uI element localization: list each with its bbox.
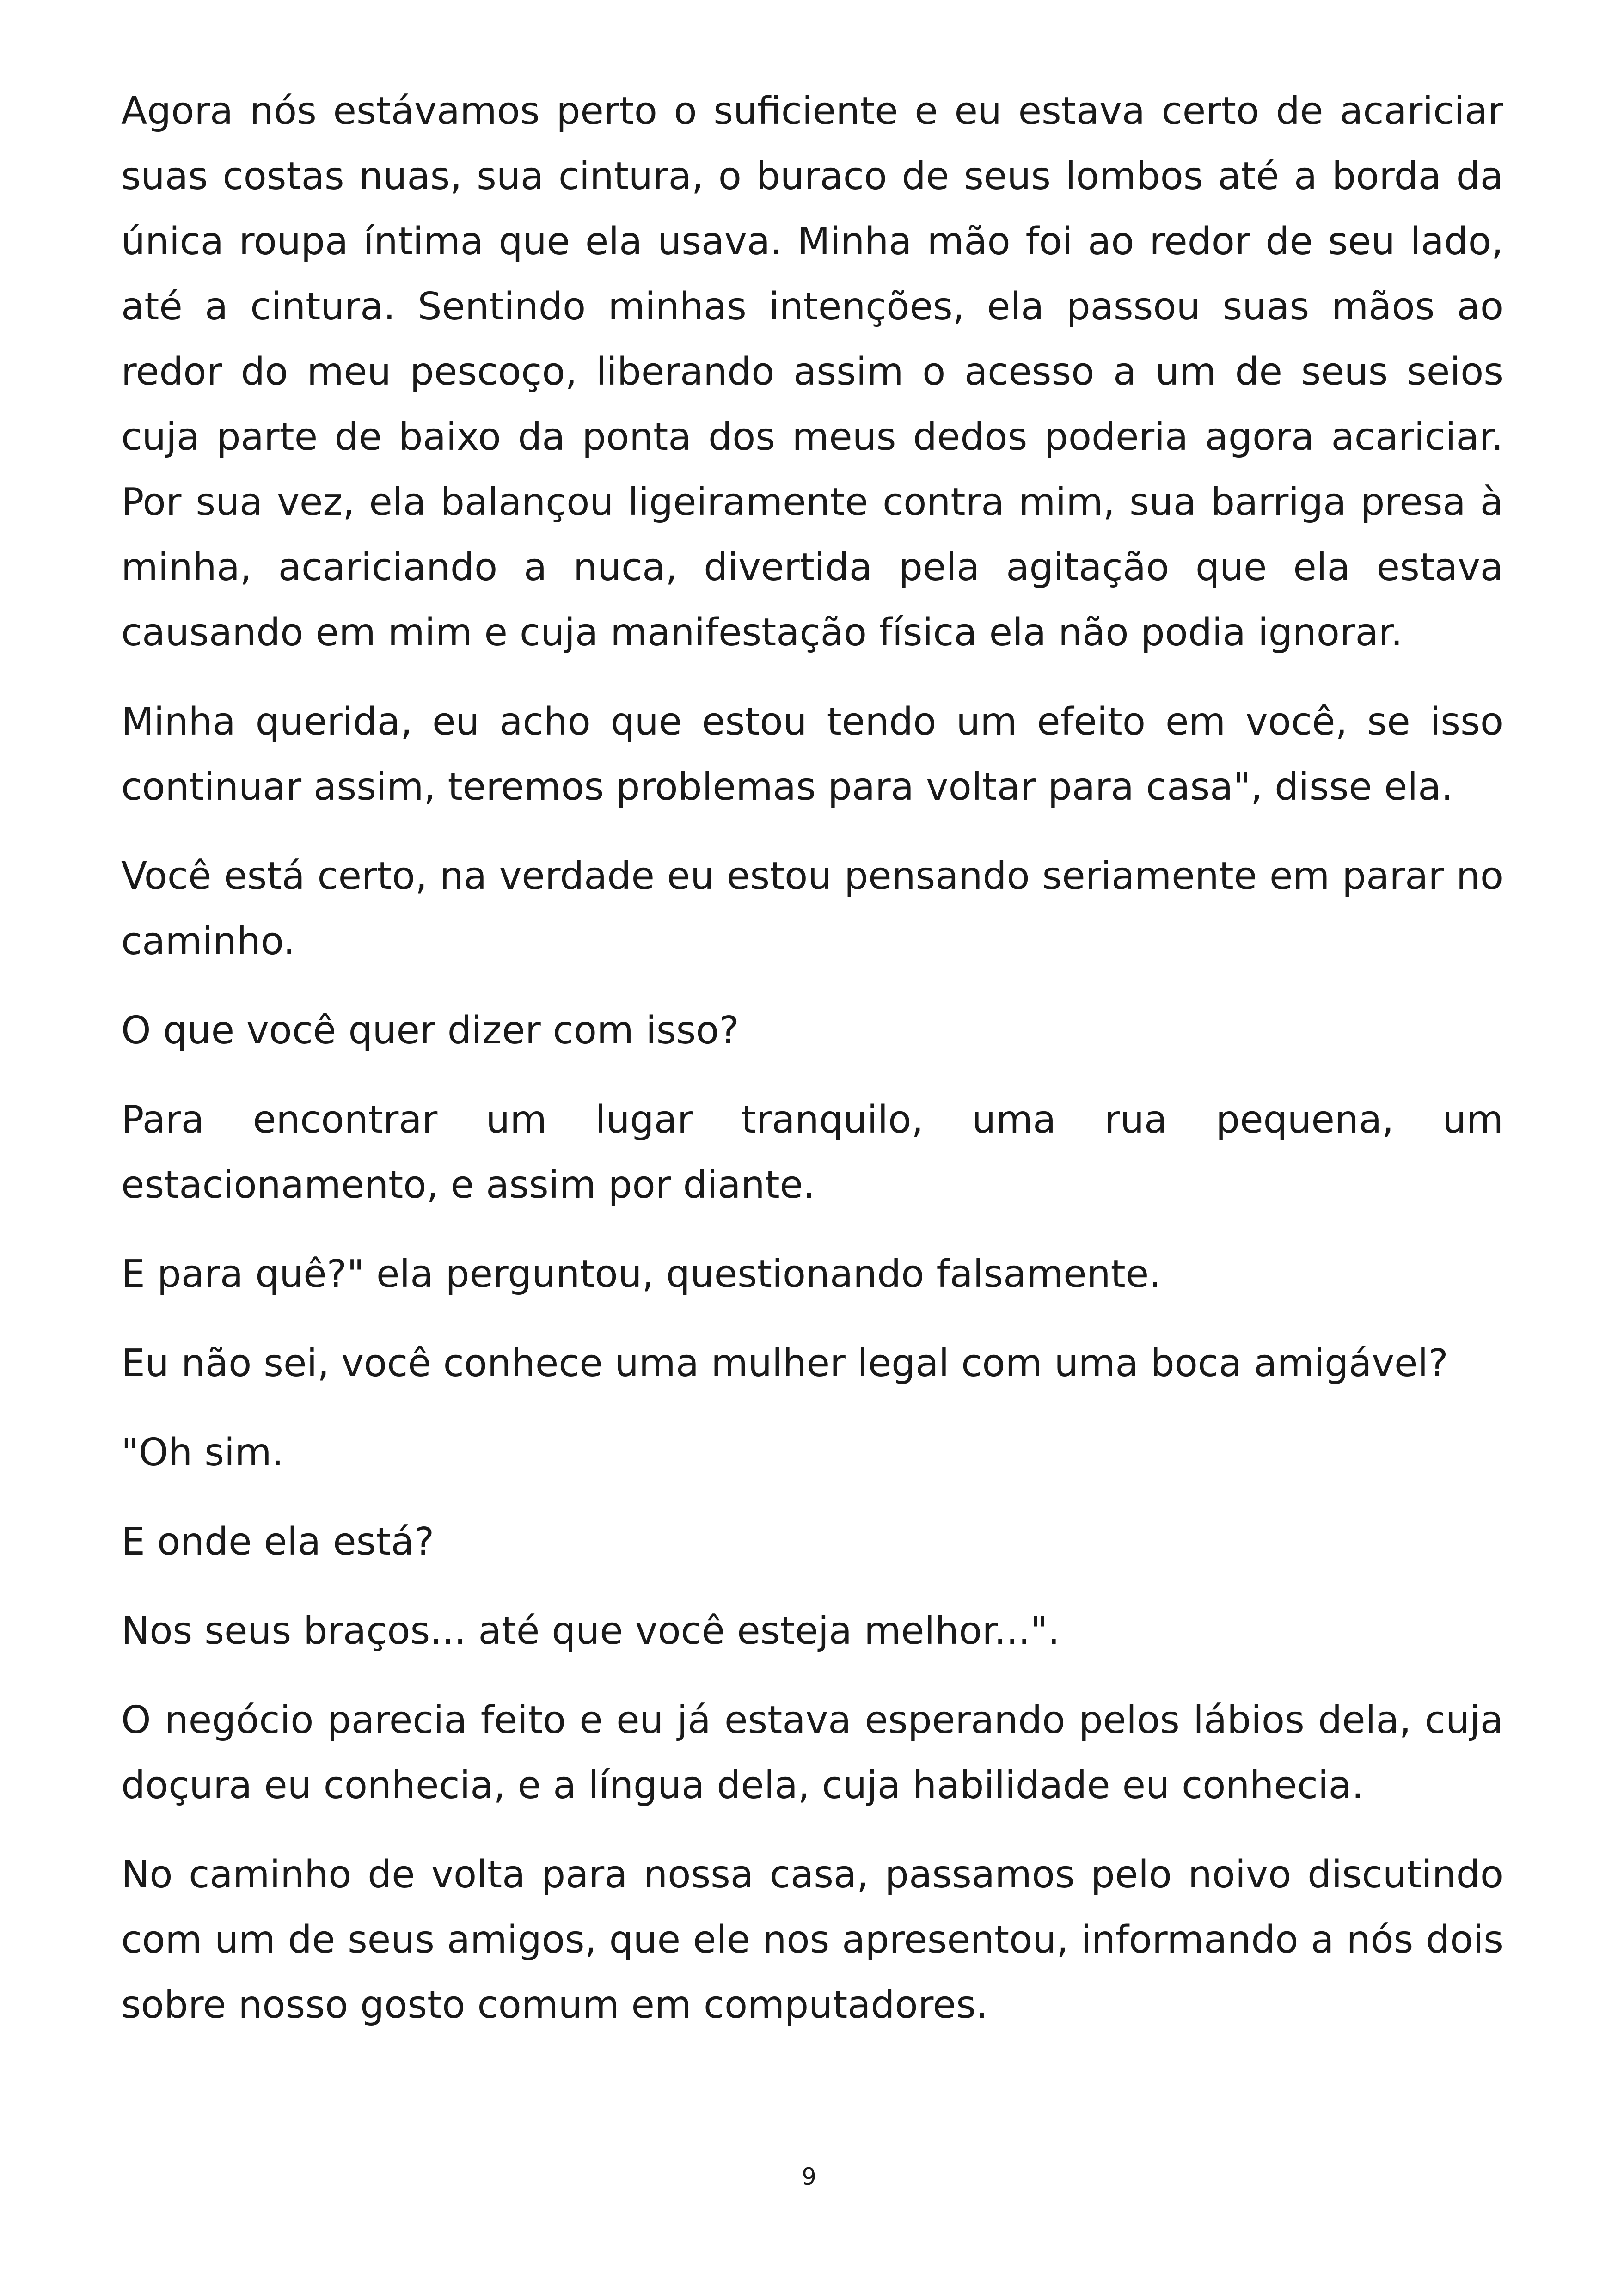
- paragraph-10: Nos seus braços... até que você esteja melhor...".: [121, 1609, 1060, 1653]
- paragraph-12: No caminho de volta para nossa casa, passamos pelo noivo discutindo com um de seus amigos, que ele nos apresentou, informando a nós dois sobre nosso gosto comum em computadores.: [121, 1853, 1503, 2027]
- paragraph-6: E para quê?" ela perguntou, questionando falsamente.: [121, 1252, 1161, 1296]
- paragraph-9: E onde ela está?: [121, 1520, 435, 1564]
- paragraph-4: O que você quer dizer com isso?: [121, 1009, 739, 1053]
- paragraph-7: Eu não sei, você conhece uma mulher legal com uma boca amigável?: [121, 1341, 1448, 1385]
- paragraph-8: "Oh sim.: [121, 1431, 284, 1475]
- paragraph-3: Você está certo, na verdade eu estou pensando seriamente em parar no caminho.: [121, 854, 1503, 963]
- body-text: [121, 79, 1503, 2062]
- paragraph-5: Para encontrar um lugar tranquilo, uma rua pequena, um estacionamento, e assim por diante.: [121, 1098, 1503, 1207]
- paragraph-2: Minha querida, eu acho que estou tendo um efeito em você, se isso continuar assim, teremos problemas para voltar para casa", disse ela.: [121, 700, 1503, 809]
- paragraph-1: Agora nós estávamos perto o suficiente e eu estava certo de acariciar suas costas nuas, sua cintura, o buraco de seus lombos até a borda da única roupa íntima que ela usava. Minha mão foi ao redor de seu lado, até a cintura. Sentindo minhas intenções, ela passou suas mãos ao redor do meu pescoço, liberando assim o acesso a um de seus seios cuja parte de baixo da ponta dos meus dedos poderia agora acariciar. Por sua vez, ela balançou ligeiramente contra mim, sua barriga presa à minha, acariciando a nuca, divertida pela agitação que ela estava causando em mim e cuja manifestação física ela não podia ignorar.: [121, 89, 1503, 655]
- paragraph-11: O negócio parecia feito e eu já estava esperando pelos lábios dela, cuja doçura eu conhecia, e a língua dela, cuja habilidade eu conhecia.: [121, 1698, 1503, 1807]
- page-number: 9: [802, 2163, 816, 2190]
